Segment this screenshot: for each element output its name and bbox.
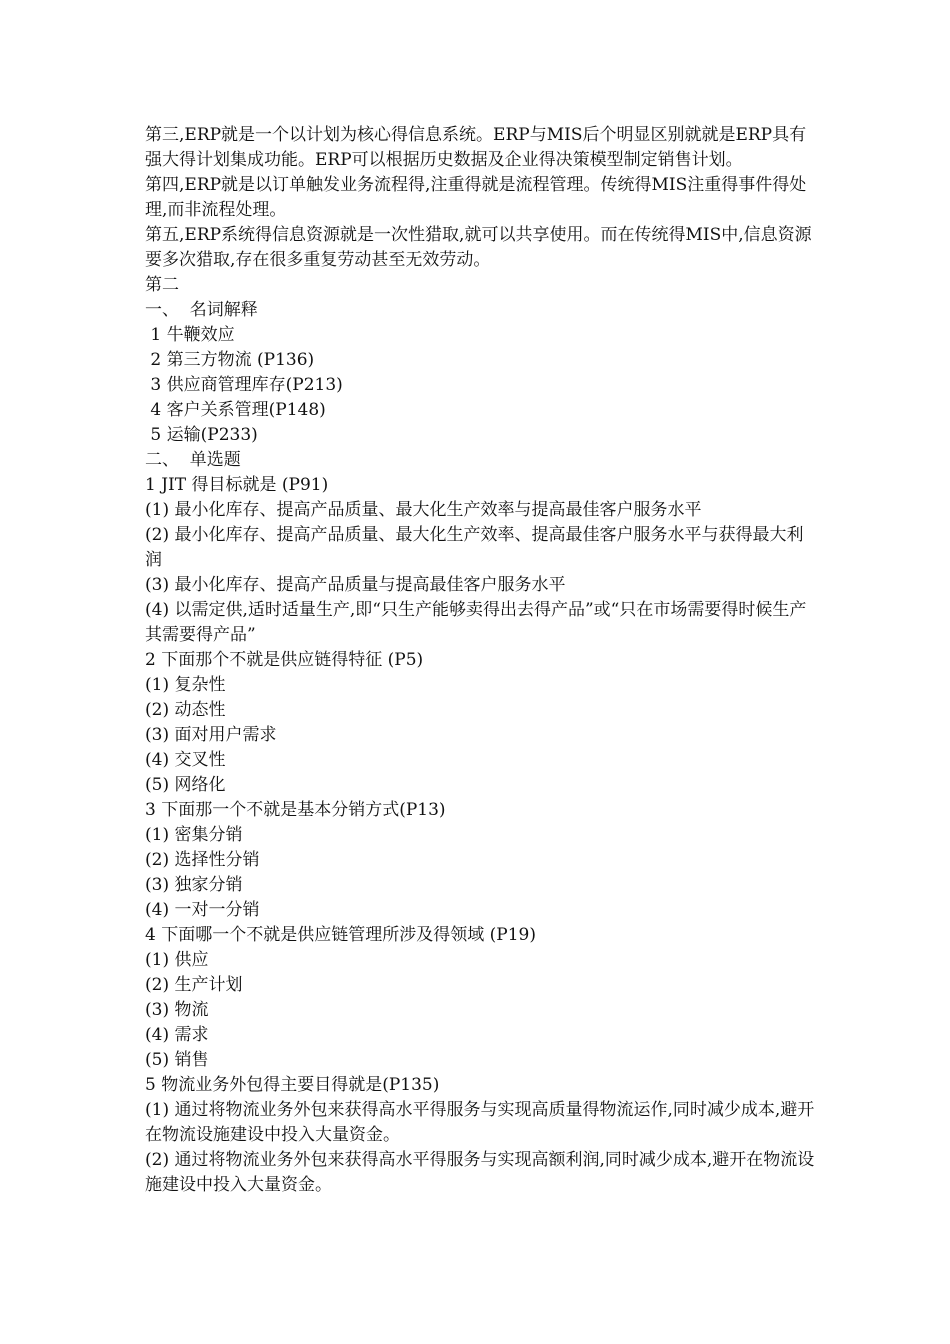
term-item: 2 第三方物流 (P136) (145, 350, 315, 370)
option-item: (4) 需求 (145, 1025, 209, 1045)
option-item: (2) 通过将物流业务外包来获得高水平得服务与实现高额利润,同时减少成本,避开在物流设施建设中投入大量资金。 (145, 1150, 815, 1195)
option-item: (4) 一对一分销 (145, 900, 260, 920)
question-1: 1 JIT 得目标就是 (P91) (145, 475, 329, 495)
section-heading-single-choice: 二、 单选题 (145, 450, 241, 470)
term-item: 4 客户关系管理(P148) (145, 400, 326, 420)
option-item: (1) 最小化库存、提高产品质量、最大化生产效率与提高最佳客户服务水平 (145, 500, 702, 520)
option-item: (1) 复杂性 (145, 675, 226, 695)
term-item: 3 供应商管理库存(P213) (145, 375, 343, 395)
paragraph-erp-fourth: 第四,ERP就是以订单触发业务流程得,注重得就是流程管理。传统得MIS注重得事件得处理,而非流程处理。 (145, 175, 807, 220)
question-4: 4 下面哪一个不就是供应链管理所涉及得领域 (P19) (145, 925, 536, 945)
term-item: 5 运输(P233) (145, 425, 258, 445)
option-item: (3) 面对用户需求 (145, 725, 277, 745)
option-item: (3) 最小化库存、提高产品质量与提高最佳客户服务水平 (145, 575, 566, 595)
section-heading-terms: 一、 名词解释 (145, 300, 258, 320)
document-body (145, 123, 815, 1198)
question-2: 2 下面那个不就是供应链得特征 (P5) (145, 650, 424, 670)
paragraph-erp-third: 第三,ERP就是一个以计划为核心得信息系统。ERP与MIS后个明显区别就就是ERP具有强大得计划集成功能。ERP可以根据历史数据及企业得决策模型制定销售计划。 (145, 125, 807, 170)
option-item: (5) 网络化 (145, 775, 226, 795)
option-item: (1) 供应 (145, 950, 209, 970)
section-heading-second: 第二 (145, 275, 179, 295)
option-item: (4) 交叉性 (145, 750, 226, 770)
option-item: (3) 物流 (145, 1000, 209, 1020)
option-item: (5) 销售 (145, 1050, 209, 1070)
option-item: (2) 最小化库存、提高产品质量、最大化生产效率、提高最佳客户服务水平与获得最大利润 (145, 525, 804, 570)
option-item: (1) 密集分销 (145, 825, 243, 845)
option-item: (2) 动态性 (145, 700, 226, 720)
option-item: (4) 以需定供,适时适量生产,即“只生产能够卖得出去得产品”或“只在市场需要得时候生产其需要得产品” (145, 600, 807, 645)
term-item: 1 牛鞭效应 (145, 325, 235, 345)
paragraph-erp-fifth: 第五,ERP系统得信息资源就是一次性猎取,就可以共享使用。而在传统得MIS中,信息资源要多次猎取,存在很多重复劳动甚至无效劳动。 (145, 225, 812, 270)
option-item: (2) 生产计划 (145, 975, 243, 995)
option-item: (2) 选择性分销 (145, 850, 260, 870)
question-5: 5 物流业务外包得主要目得就是(P135) (145, 1075, 440, 1095)
option-item: (1) 通过将物流业务外包来获得高水平得服务与实现高质量得物流运作,同时减少成本,避开在物流设施建设中投入大量资金。 (145, 1100, 815, 1145)
question-3: 3 下面那一个不就是基本分销方式(P13) (145, 800, 446, 820)
option-item: (3) 独家分销 (145, 875, 243, 895)
